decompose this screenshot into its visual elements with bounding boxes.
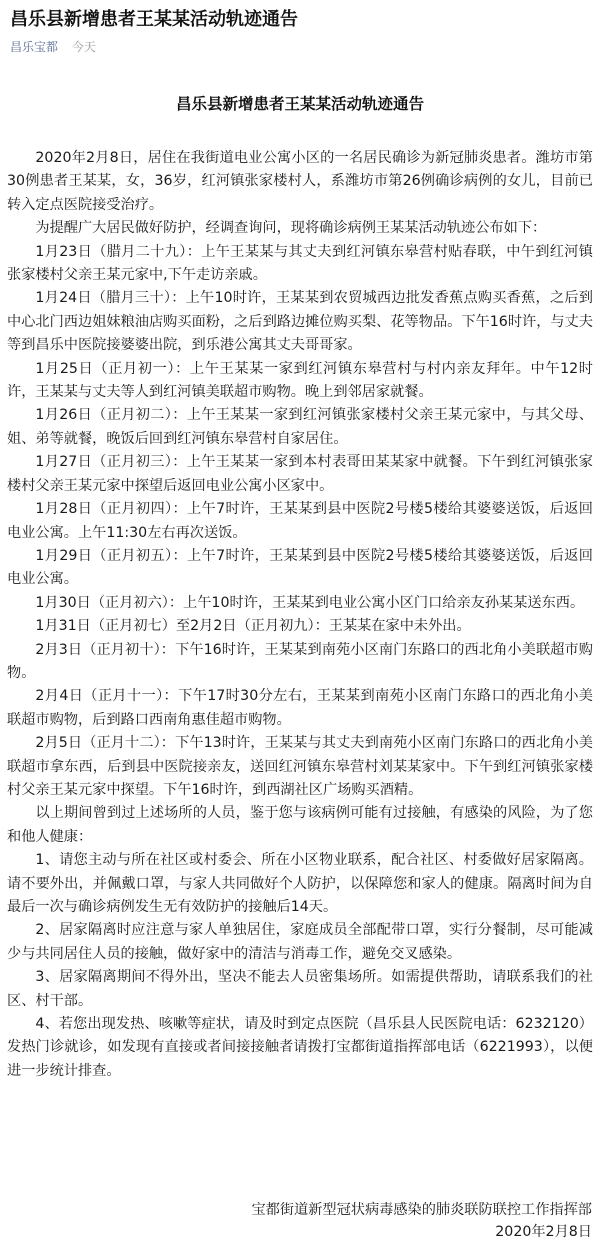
paragraph: 1月26日（正月初二）：上午王某某一家到红河镇张家楼村父亲王某元家中，与其父母、姐、弟等就餐，晚饭后回到红河镇东皋营村自家居住。 [7,407,593,447]
paragraph: 以上期间曾到过上述场所的人员，鉴于您与该病例可能有过接触，有感染的风险，为了您和他人健康： [7,805,593,845]
signature-org: 宝都街道新型冠状病毒感染的肺炎联防联控工作指挥部 [251,1202,592,1218]
signature-block [251,1199,592,1243]
paragraph: 为提醒广大居民做好防护，经调查询问，现将确诊病例王某某活动轨迹公布如下： [35,220,547,237]
paragraph: 2月4日（正月十一）：下午17时30分左右，王某某到南苑小区南门东路口的西北角小美联超市购物，后到路口西南角惠佳超市购物。 [7,688,593,728]
article-meta [10,38,96,55]
paragraph: 1月29日（正月初五）：上午7时许，王某某到县中医院2号楼5楼给其婆婆送饭，后返回电业公寓。 [7,547,593,588]
paragraph: 2月3日（正月初十）：下午16时许，王某某到南苑小区南门东路口的西北角小美联超市购物。 [7,641,593,681]
paragraph: 1月25日（正月初一）：上午王某某一家到红河镇东皋营村与村内亲友拜年。中午12时许，王某某与丈夫等人到红河镇美联超市购物。晚上到邻居家就餐。 [7,360,593,401]
paragraph: 1月31日（正月初七）至2月2日（正月初九）：王某某在家中未外出。 [35,618,471,635]
paragraph: 1月24日（腊月三十）：上午10时许，王某某到农贸城西边批发香蕉点购买香蕉，之后到中心北门西边姐妹粮油店购买面粉，之后到路边摊位购买梨、花等物品。下午16时许，与丈夫等到昌乐中医院接婆婆出院，到乐港公寓其丈夫哥哥家。 [7,290,593,354]
page-title: 昌乐县新增患者王某某活动轨迹通告 [10,9,298,30]
paragraph: 1月28日（正月初四）：上午7时许，王某某到县中医院2号楼5楼给其婆婆送饭，后返回电业公寓。上午11:30左右再次送饭。 [7,501,593,541]
paragraph: 1月23日（腊月二十九）：上午王某某与其丈夫到红河镇东皋营村贴春联，中午到红河镇张家楼村父亲王某元家中,下午走访亲戚。 [7,243,593,284]
paragraph: 1月27日（正月初三）：上午王某某一家到本村表哥田某某家中就餐。下午到红河镇张家楼村父亲王某元家中探望后返回电业公寓小区家中。 [7,454,593,494]
publish-time: 今天 [71,40,96,54]
paragraph: 3、居家隔离期间不得外出，坚决不能去人员密集场所。如需提供帮助，请联系我们的社区、村干部。 [7,969,593,1009]
paragraph: 1、请您主动与所在社区或村委会、所在小区物业联系，配合社区、村委做好居家隔离。请不要外出，并佩戴口罩，与家人共同做好个人防护，以保障您和家人的健康。隔离时间为自最后一次与确诊病例发生无有效防护的接触后14天。 [7,852,593,915]
account-name-link[interactable]: 昌乐宝都 [10,40,59,54]
notice-title: 昌乐县新增患者王某某活动轨迹通告 [175,95,424,113]
signature-date: 2020年2月8日 [495,1224,592,1240]
notice-body [7,147,593,1083]
paragraph: 1月30日（正月初六）：上午10时许，王某某到电业公寓小区门口给亲友孙某某送东西。 [35,594,585,611]
paragraph: 2、居家隔离时应注意与家人单独居住，家庭成员全部配带口罩，实行分餐制，尽可能减少与共同居住人员的接触，做好家中的清洁与消毒工作，避免交叉感染。 [7,922,593,962]
paragraph: 2月5日（正月十二）：下午13时许，王某某与其丈夫到南苑小区南门东路口的西北角小美联超市拿东西，后到县中医院接亲友，送回红河镇东皋营村刘某某家中。下午到红河镇张家楼村父亲王某元家中探望。下午16时许，到西湖社区广场购买酒精。 [7,735,593,798]
paragraph: 2020年2月8日，居住在我街道电业公寓小区的一名居民确诊为新冠肺炎患者。潍坊市第30例患者王某某，女，36岁，红河镇张家楼村人，系潍坊市第26例确诊病例的女儿，目前已转入定点医院接受治疗。 [7,150,593,213]
paragraph: 4、若您出现发热、咳嗽等症状，请及时到定点医院（昌乐县人民医院电话：6232120）发热门诊就诊，如发现有直接或者间接接触者请拨打宝都街道指挥部电话（6221993），以便进一步统计排查。 [7,1016,593,1079]
